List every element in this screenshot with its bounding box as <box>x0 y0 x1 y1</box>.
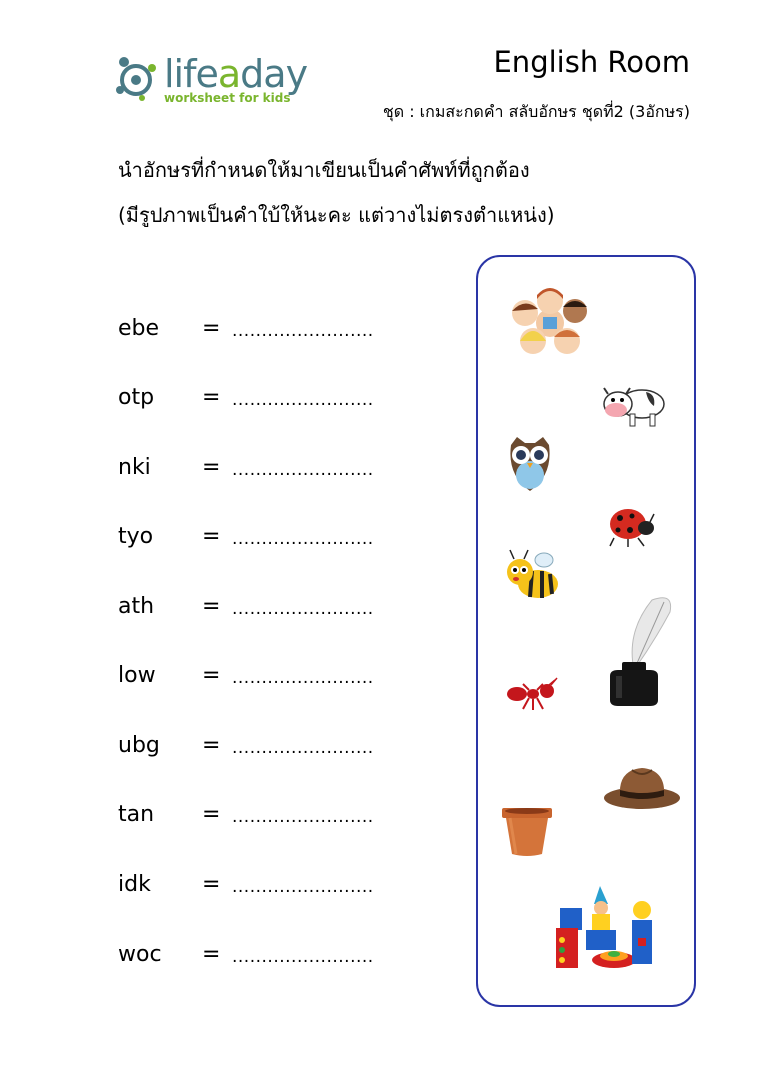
answer-blank[interactable]: ........................ <box>232 599 374 619</box>
quill-inkpot-icon <box>604 592 676 708</box>
ant-icon <box>505 676 563 712</box>
scrambled-word: woc <box>118 942 162 967</box>
answer-blank[interactable]: ........................ <box>232 460 374 480</box>
hat-icon <box>602 762 682 812</box>
kids-icon <box>503 283 597 363</box>
equals-sign: = <box>202 942 221 967</box>
exercise-row <box>118 800 418 830</box>
equals-sign: = <box>202 663 221 688</box>
scrambled-word: ebe <box>118 316 160 341</box>
exercise-row <box>118 383 418 413</box>
scrambled-word: tan <box>118 802 155 827</box>
equals-sign: = <box>202 316 221 341</box>
page-subtitle: ชุด : เกมสะกดคำ สลับอักษร ชุดที่2 (3อักษร) <box>382 102 690 121</box>
owl-icon <box>505 435 555 493</box>
equals-sign: = <box>202 455 221 480</box>
exercise-row <box>118 453 418 483</box>
logo-wordmark: lifeaday <box>164 52 308 96</box>
logo-molecule-icon <box>112 54 162 104</box>
answer-blank[interactable]: ........................ <box>232 668 374 688</box>
scrambled-word: idk <box>118 872 151 897</box>
scrambled-word: tyo <box>118 524 154 549</box>
ladybug-icon <box>604 500 656 548</box>
toy-blocks-icon <box>554 884 658 978</box>
answer-blank[interactable]: ........................ <box>232 807 374 827</box>
scrambled-word: ubg <box>118 733 160 758</box>
answer-blank[interactable]: ........................ <box>232 321 374 341</box>
page-title: English Room <box>493 45 690 79</box>
equals-sign: = <box>202 594 221 619</box>
instruction-line-1: นำอักษรที่กำหนดให้มาเขียนเป็นคำศัพท์ที่ถูกต้อง <box>118 158 530 182</box>
answer-blank[interactable]: ........................ <box>232 947 374 967</box>
answer-blank[interactable]: ........................ <box>232 390 374 410</box>
bee-icon <box>502 548 564 604</box>
cow-icon <box>600 378 668 430</box>
scrambled-word: low <box>118 663 156 688</box>
exercise-row <box>118 870 418 900</box>
logo <box>112 52 308 112</box>
flowerpot-icon <box>500 806 554 858</box>
exercise-row <box>118 940 418 970</box>
answer-blank[interactable]: ........................ <box>232 529 374 549</box>
equals-sign: = <box>202 802 221 827</box>
exercise-row <box>118 661 418 691</box>
scrambled-word: nki <box>118 455 151 480</box>
scrambled-word: ath <box>118 594 155 619</box>
exercise-row <box>118 592 418 622</box>
equals-sign: = <box>202 524 221 549</box>
logo-tagline: worksheet for kids <box>164 91 291 105</box>
equals-sign: = <box>202 733 221 758</box>
equals-sign: = <box>202 872 221 897</box>
answer-blank[interactable]: ........................ <box>232 738 374 758</box>
answer-blank[interactable]: ........................ <box>232 877 374 897</box>
exercise-row <box>118 731 418 761</box>
instruction-line-2: (มีรูปภาพเป็นคำใบ้ให้นะคะ แต่วางไม่ตรงตำแหน่ง) <box>118 203 555 227</box>
exercise-row <box>118 522 418 552</box>
equals-sign: = <box>202 385 221 410</box>
scrambled-word: otp <box>118 385 155 410</box>
exercise-row <box>118 314 418 344</box>
